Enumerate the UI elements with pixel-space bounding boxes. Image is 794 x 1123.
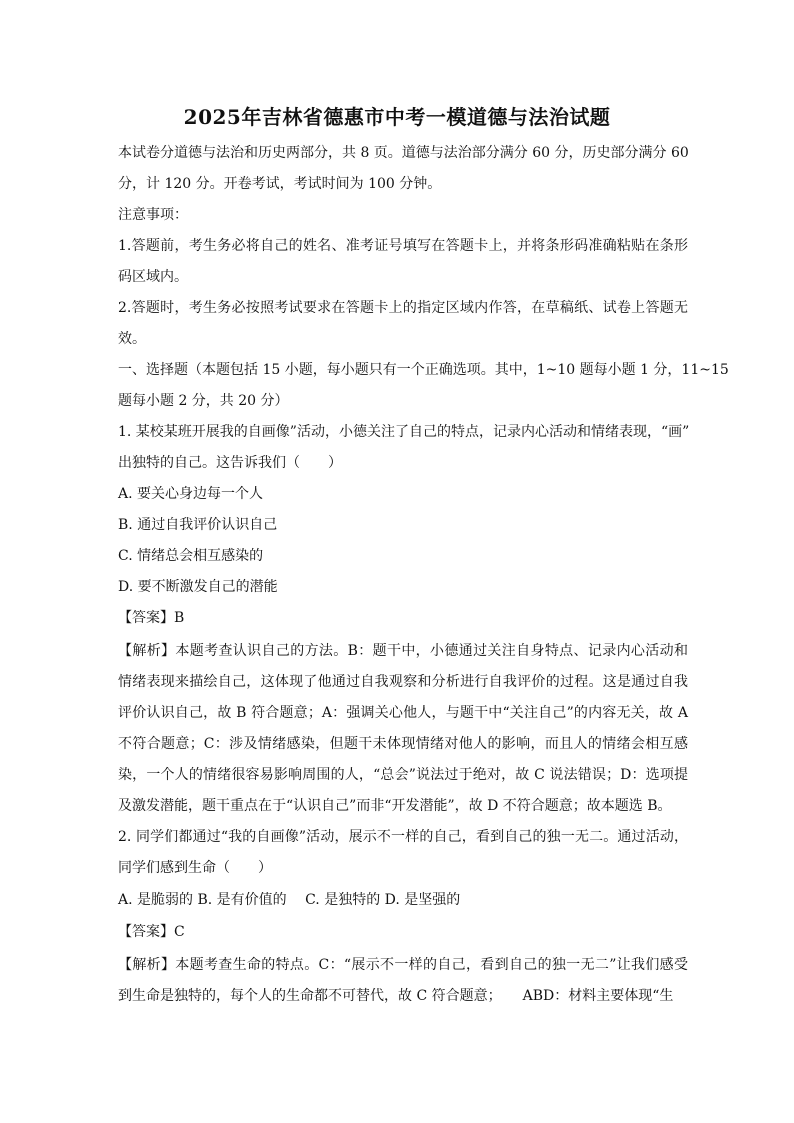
question-2-analysis-line-1: 【解析】本题考查生命的特点。C：“展示不一样的自己，看到自己的独一无二”让我们感受 xyxy=(118,957,688,973)
section-heading-line-1: 一、选择题（本题包括 15 小题，每小题只有一个正确选项。其中，1~10 题每小题 1 分，11~15 xyxy=(118,362,729,378)
question-2-options: A. 是脆弱的 B. 是有价值的 C. 是独特的 D. 是坚强的 xyxy=(118,892,461,908)
question-1-analysis-line-5: 染，一个人的情绪很容易影响周围的人，“总会”说法过于绝对，故 C 说法错误；D：选项提 xyxy=(118,767,688,783)
question-2-analysis-line-2: 到生命是独特的，每个人的生命都不可替代，故 C 符合题意； ABD：材料主要体现“生 xyxy=(118,988,674,1004)
question-1-analysis-line-3: 评价认识自己，故 B 符合题意；A：强调关心他人，与题干中“关注自己”的内容无关，故 A xyxy=(118,705,688,721)
intro-line-2: 分，计 120 分。开卷考试，考试时间为 100 分钟。 xyxy=(118,176,442,192)
notice-heading: 注意事项： xyxy=(118,207,188,223)
question-1-option-c: C. 情绪总会相互感染的 xyxy=(118,548,264,564)
question-1-analysis-line-1: 【解析】本题考查认识自己的方法。B：题干中，小德通过关注自身特点、记录内心活动和 xyxy=(118,643,688,659)
question-2-stem-line-1: 2. 同学们都通过“我的自画像”活动，展示不一样的自己，看到自己的独一无二。通过活动， xyxy=(118,829,688,845)
question-1-stem-line-2: 出独特的自己。这告诉我们（ ） xyxy=(118,455,342,471)
question-1-answer: 【答案】B xyxy=(118,610,185,626)
question-1-stem-line-1: 1. 某校某班开展我的自画像”活动，小德关注了自己的特点，记录内心活动和情绪表现，“画” xyxy=(118,424,690,440)
notice-item-1-line-2: 码区域内。 xyxy=(118,269,188,285)
question-1-analysis-line-2: 情绪表现来描绘自己，这体现了他通过自我观察和分析进行自我评价的过程。这是通过自我 xyxy=(118,674,688,690)
question-1-option-a: A. 要关心身边每一个人 xyxy=(118,486,264,502)
section-heading-line-2: 题每小题 2 分，共 20 分） xyxy=(118,393,289,409)
intro-line-1: 本试卷分道德与法治和历史两部分，共 8 页。道德与法治部分满分 60 分，历史部分满分 60 xyxy=(118,145,689,161)
question-1-option-d: D. 要不断激发自己的潜能 xyxy=(118,579,278,595)
notice-item-2-line-1: 2.答题时，考生务必按照考试要求在答题卡上的指定区域内作答，在草稿纸、试卷上答题无 xyxy=(118,300,688,316)
notice-item-1-line-1: 1.答题前，考生务必将自己的姓名、准考证号填写在答题卡上，并将条形码准确粘贴在条形 xyxy=(118,238,688,254)
question-1-analysis-line-6: 及激发潜能，题干重点在于“认识自己”而非“开发潜能”，故 D 不符合题意；故本题选 B。 xyxy=(118,798,672,814)
question-2-answer: 【答案】C xyxy=(118,924,185,940)
question-1-option-b: B. 通过自我评价认识自己 xyxy=(118,517,278,533)
question-1-analysis-line-4: 不符合题意；C：涉及情绪感染，但题干未体现情绪对他人的影响，而且人的情绪会相互感 xyxy=(118,736,688,752)
question-2-stem-line-2: 同学们感到生命（ ） xyxy=(118,860,272,876)
notice-item-2-line-2: 效。 xyxy=(118,331,146,347)
exam-title: 2025年吉林省德惠市中考一模道德与法治试题 xyxy=(183,105,611,129)
